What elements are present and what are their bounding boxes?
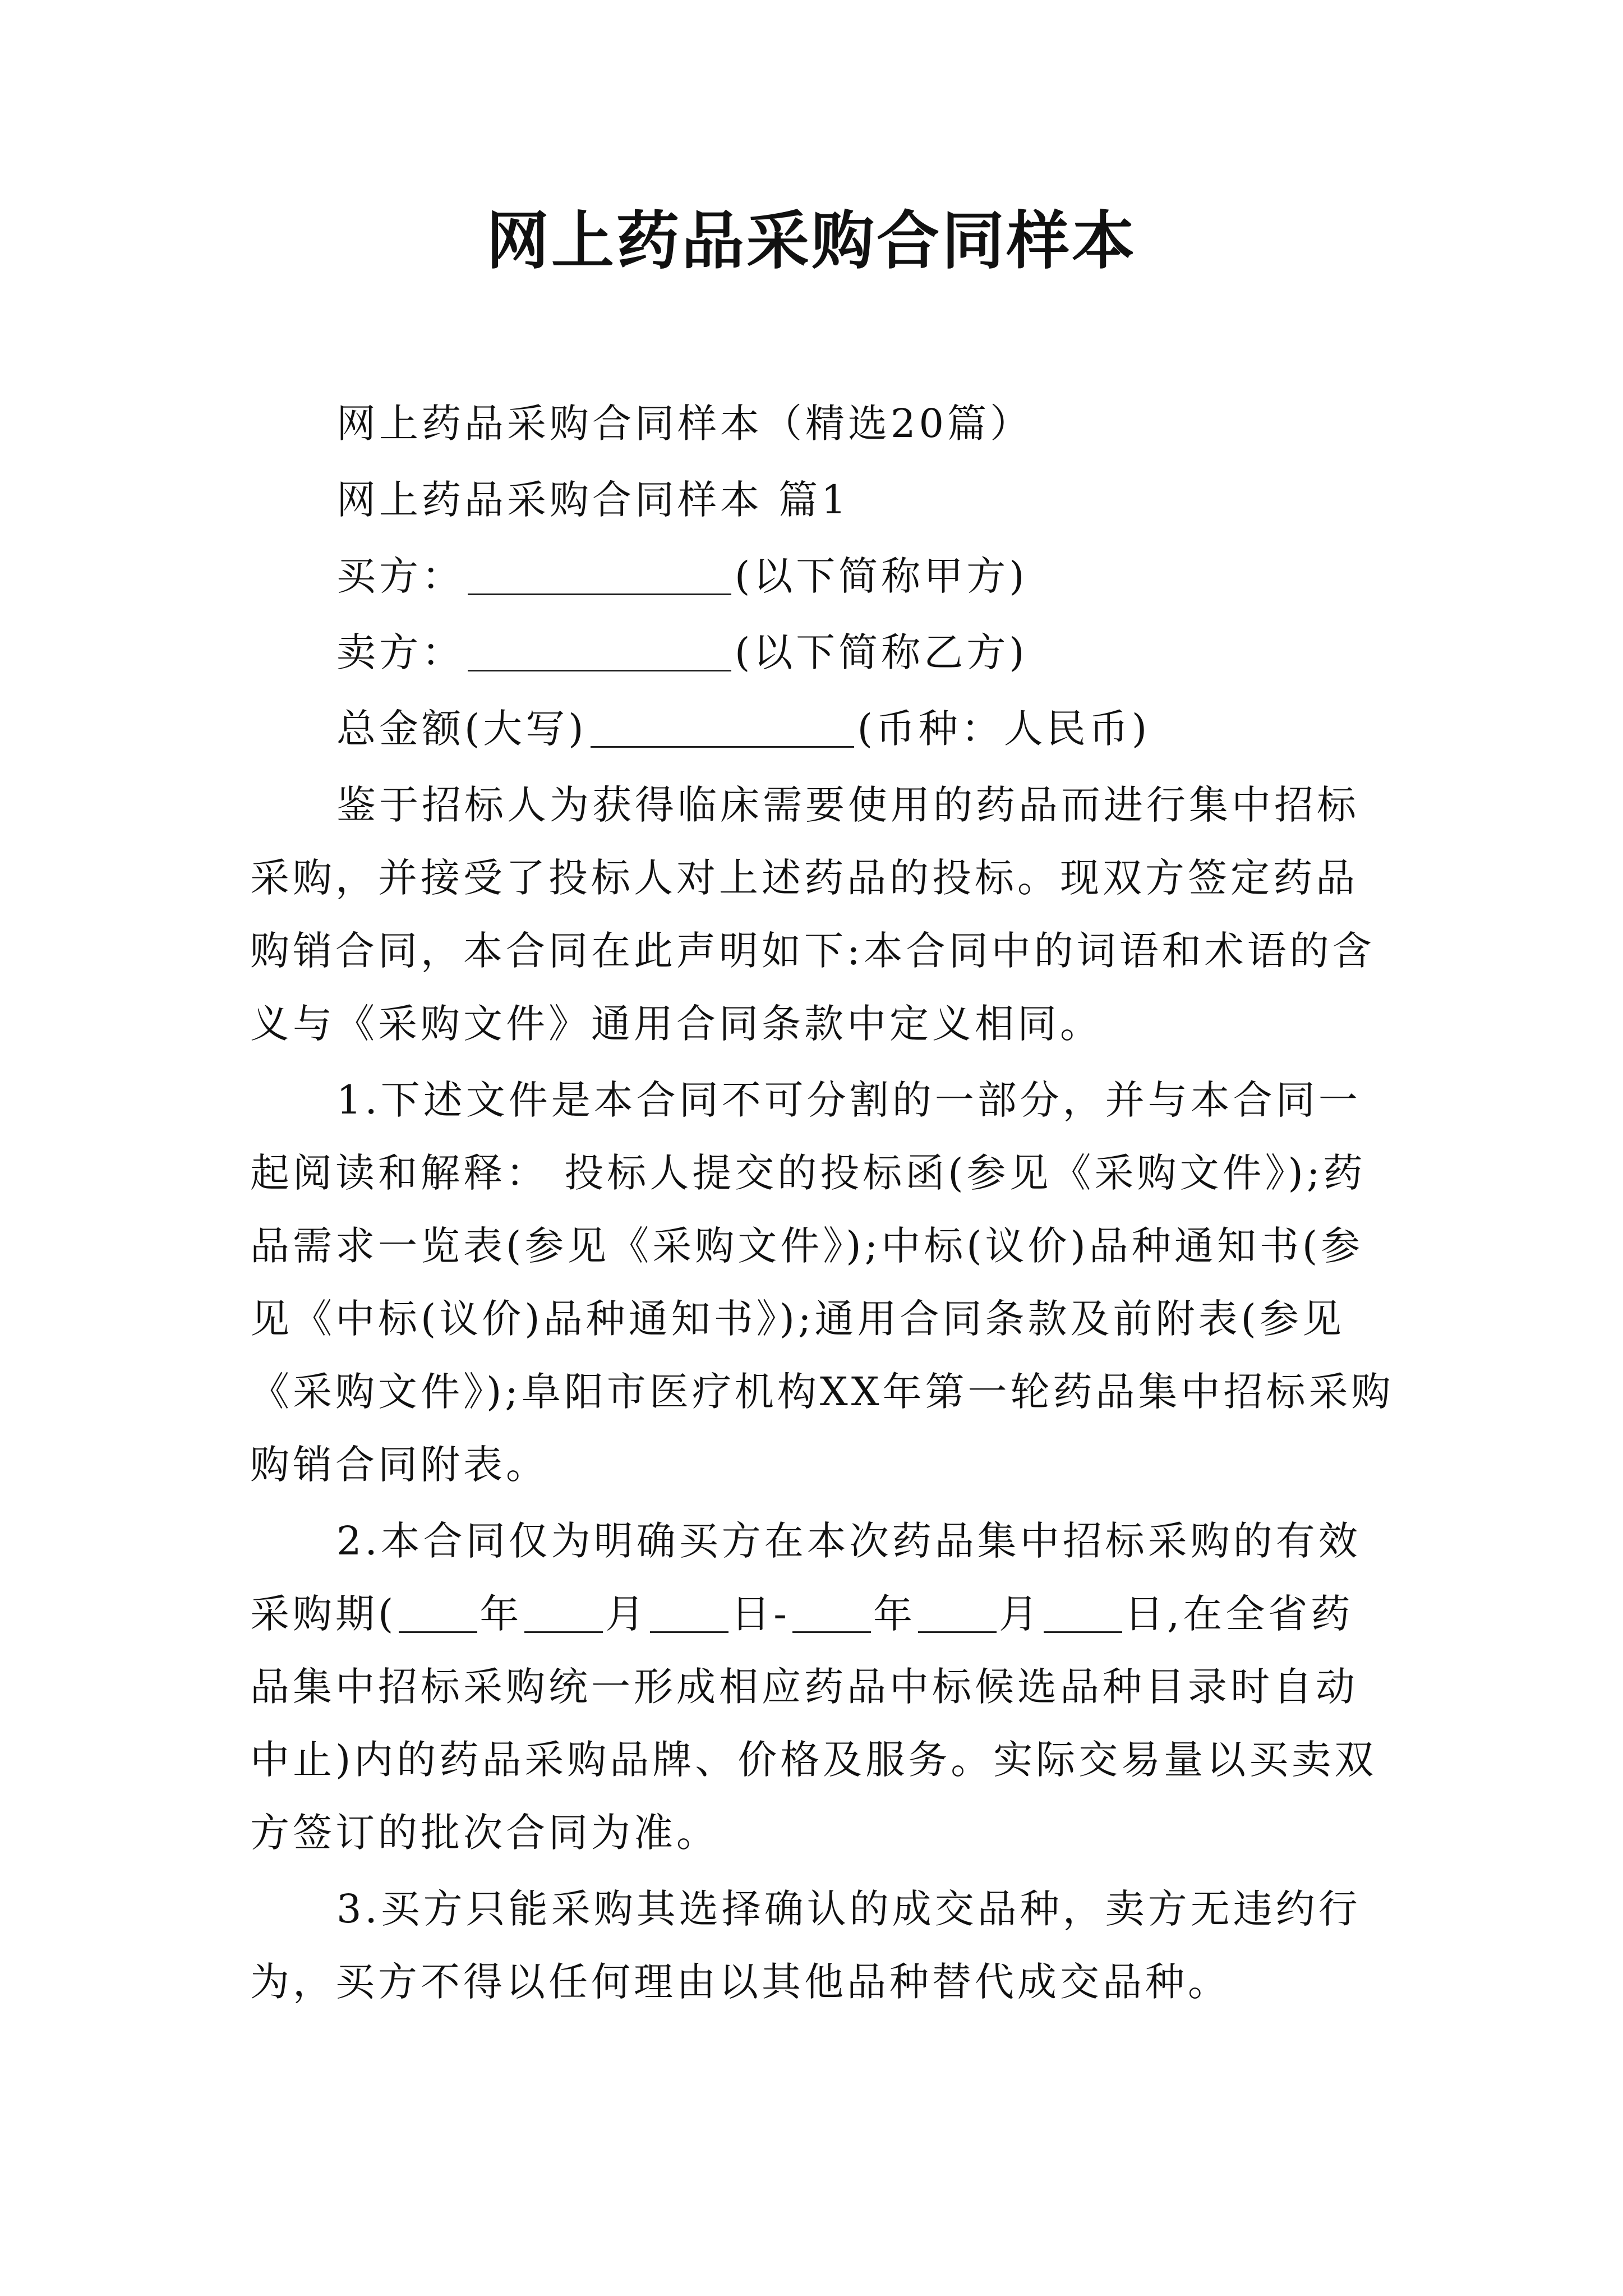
start-day-blank (650, 1592, 728, 1633)
seller-line (250, 616, 1394, 689)
section-heading: 网上药品采购合同样本 篇1 (336, 477, 850, 523)
start-year-blank (399, 1592, 477, 1633)
start-month-label: 月 (605, 1591, 648, 1637)
paragraph-intro: 鉴于招标人为获得临床需要使用的药品而进行集中招标采购，并接受了投标人对上述药品的投标。现双方签定药品购销合同，本合同在此声明如下:本合同中的词语和术语的含义与《采购文件》通用合同条款中定义相同。 (250, 782, 1375, 1047)
start-month-blank (524, 1592, 603, 1633)
buyer-label: 买方： (336, 553, 464, 599)
start-day-label: 日- (731, 1591, 790, 1637)
paragraph-2-end: 在全省药品集中招标采购统一形成相应药品中标候选品种目录时自动中止)内的药品采购品牌、价格及服务。实际交易量以买卖双方签订的批次合同为准。 (250, 1591, 1377, 1856)
amount-blank (591, 707, 854, 748)
document-subtitle: 网上药品采购合同样本（精选20篇） (336, 401, 1033, 447)
end-day-label: 日, (1124, 1591, 1183, 1637)
end-month-label: 月 (998, 1591, 1041, 1637)
paragraph-1: 1.下述文件是本合同不可分割的一部分，并与本合同一起阅读和解释： 投标人提交的投标函(参见《采购文件》);药品需求一览表(参见《采购文件》);中标(议价)品种通知书(参见《中标(议价)品种通知书》);通用合同条款及前附表(参见《采购文件》);阜阳市医疗机构XX年第一轮药品集中招标采购购销合同附表。 (250, 1077, 1394, 1488)
document-title: 网上药品采购合同样本 (486, 205, 1137, 278)
document-body (250, 387, 1394, 2022)
buyer-line (250, 540, 1394, 613)
buyer-suffix: (以下简称甲方) (735, 553, 1028, 599)
end-year-blank (792, 1592, 871, 1633)
end-month-blank (918, 1592, 997, 1633)
end-day-blank (1044, 1592, 1122, 1633)
paragraph-2 (250, 1504, 1394, 1869)
seller-blank (468, 631, 731, 671)
seller-suffix: (以下简称乙方) (735, 629, 1028, 675)
end-year-label: 年 (873, 1591, 916, 1637)
amount-label: 总金额(大写) (336, 706, 587, 752)
buyer-blank (468, 554, 731, 595)
start-year-label: 年 (479, 1591, 523, 1637)
amount-suffix: (币种：人民币) (857, 706, 1151, 752)
amount-line (250, 692, 1394, 765)
paragraph-2-start: 2.本合同仅为明确买方在本次药品集中招标采购的有效采购期( (250, 1518, 1361, 1637)
seller-label: 卖方： (336, 629, 464, 675)
paragraph-3: 3.买方只能采购其选择确认的成交品种，卖方无违约行为，买方不得以任何理由以其他品种替代成交品种。 (250, 1886, 1361, 2005)
